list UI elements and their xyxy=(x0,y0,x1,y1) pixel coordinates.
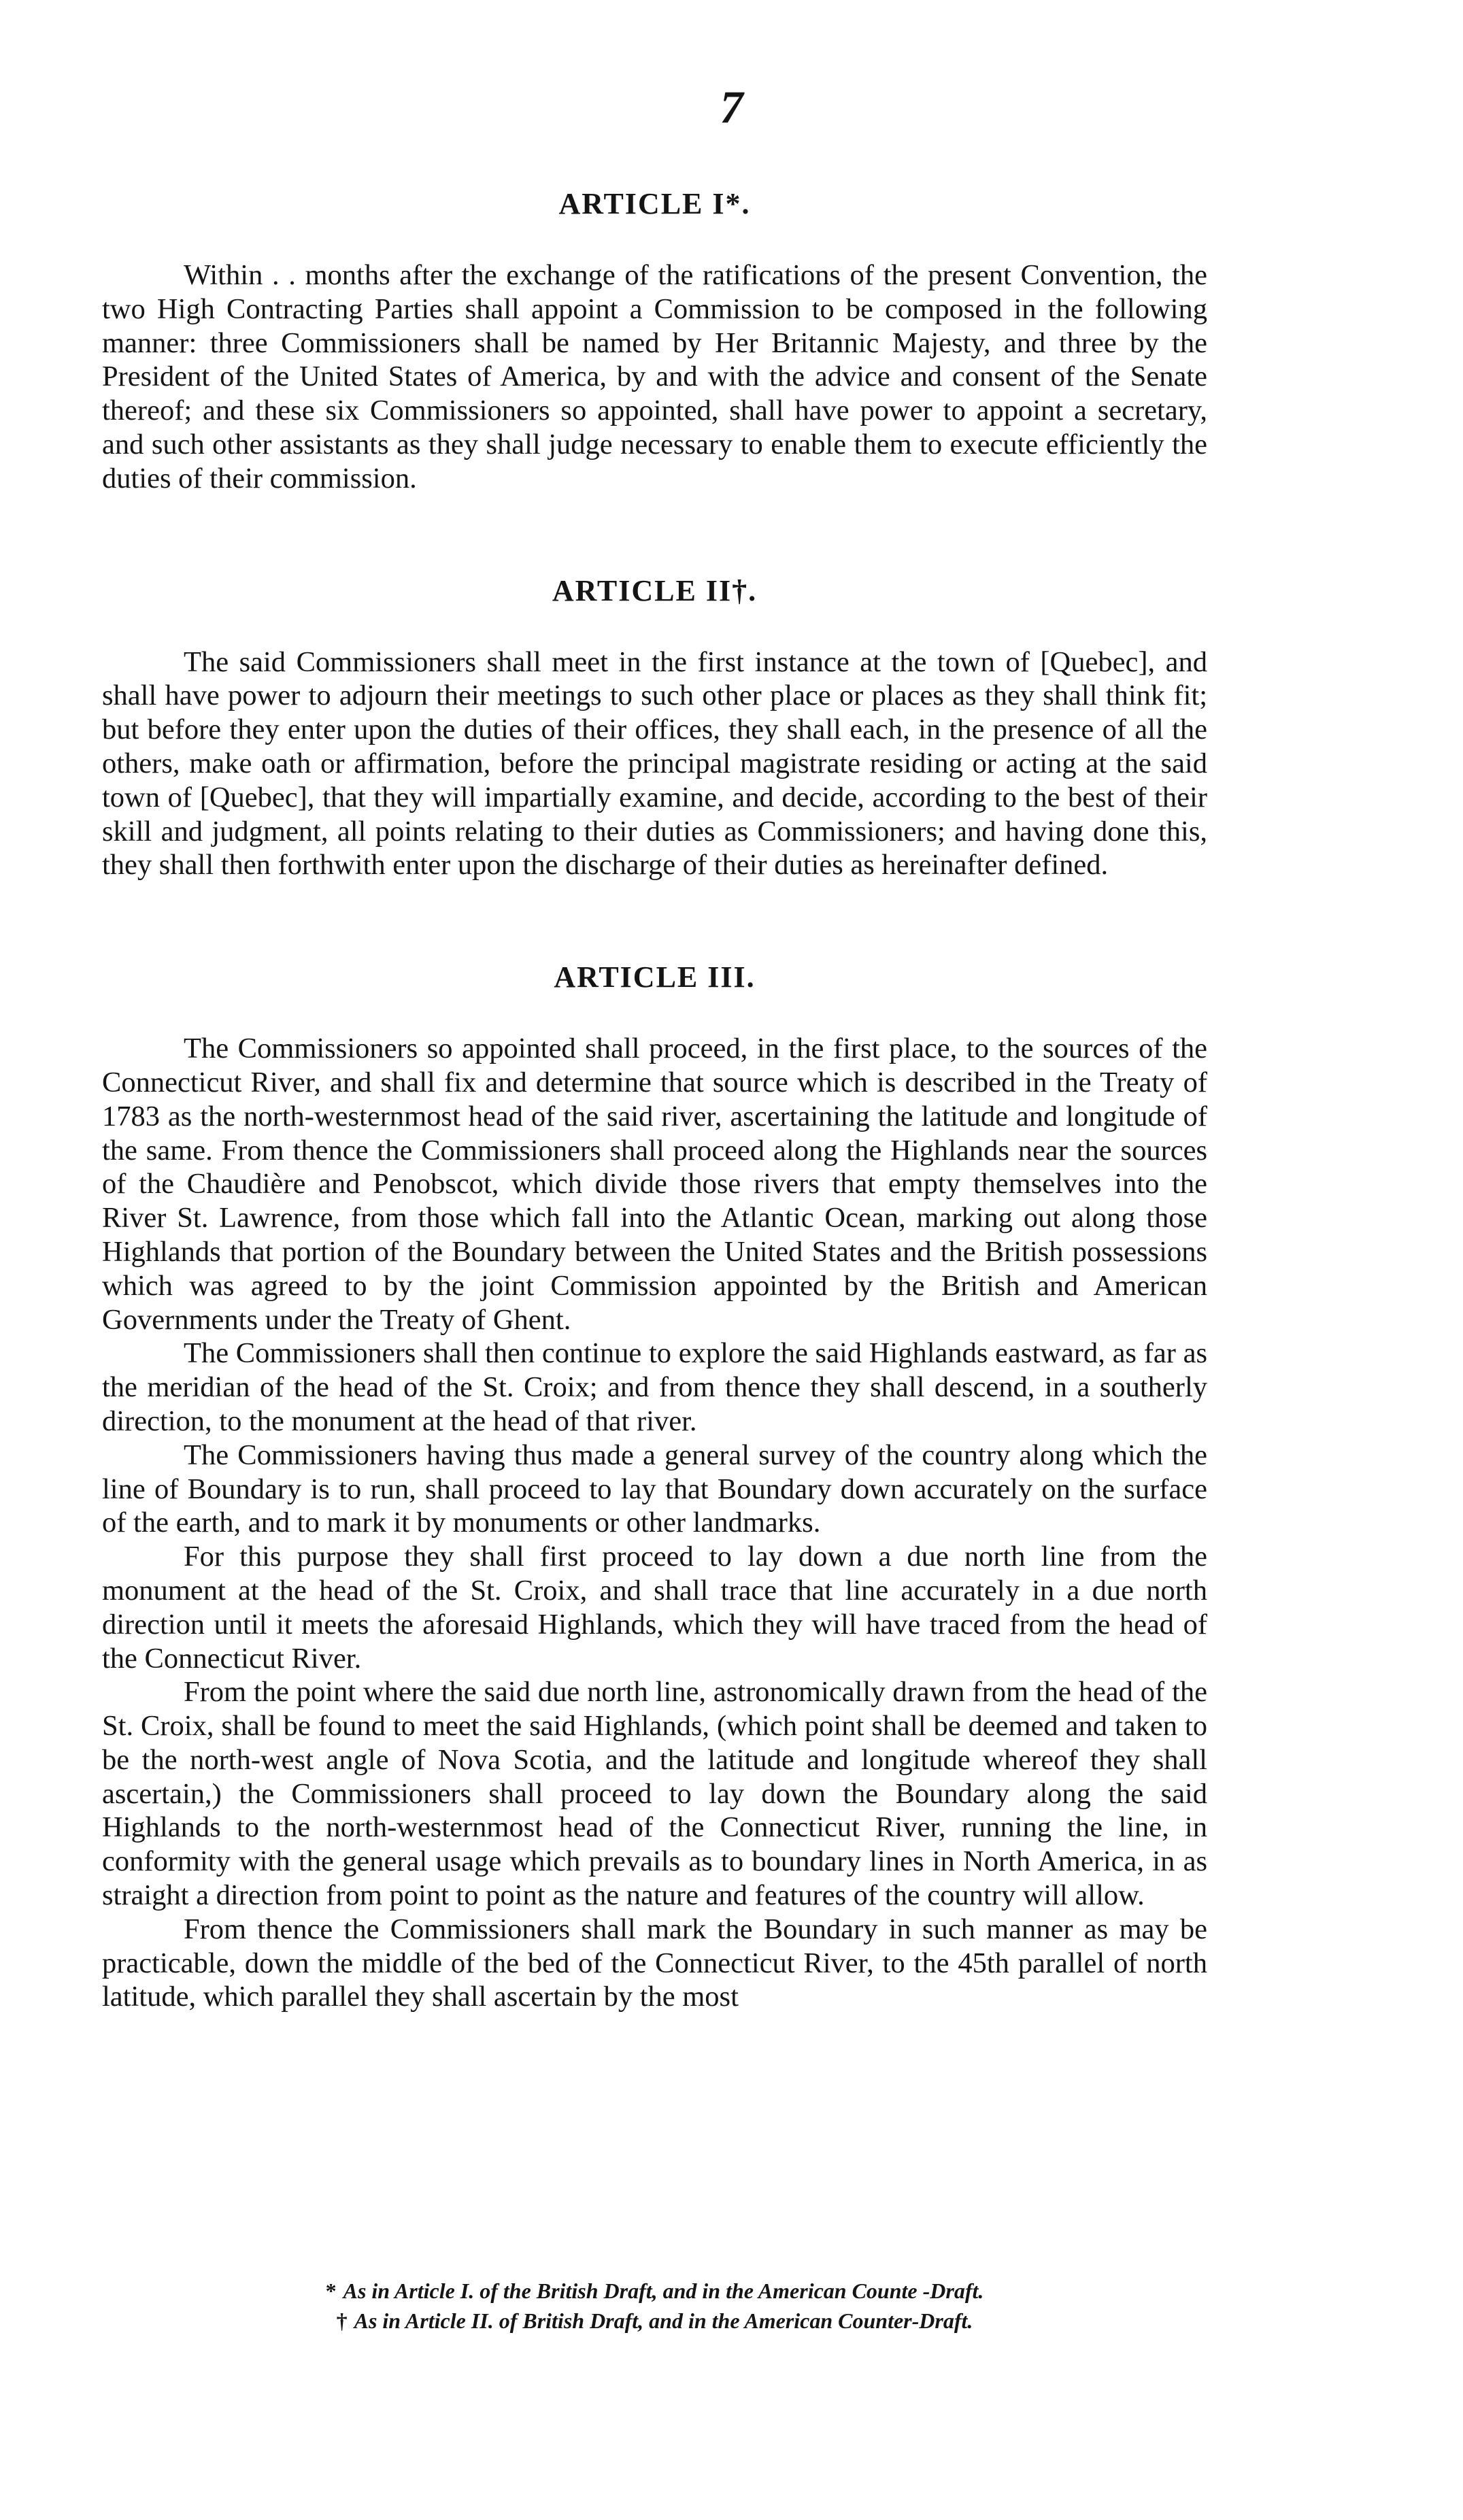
article-heading: ARTICLE I*. xyxy=(558,187,751,220)
article-paragraph: The said Commissioners shall meet in the first instance at the town of [Quebec], and shall have power to adjourn their meetings to such other place or places as they shall think fit; but before they enter upon the duties of their offices, they shall each, in the presence of all the others, make oath or affirmation, before the principal magistrate residing or acting at the said town of [Quebec], that they will impartially examine, and decide, according to the best of their skill and judgment, all points relating to their duties as Commissioners; and having done this, they shall then forthwith enter upon the discharge of their duties as hereinafter defined. xyxy=(102,645,1207,881)
article-2 xyxy=(102,571,1207,883)
article-3 xyxy=(102,957,1207,2014)
article-paragraph: Within . . months after the exchange of the ratifications of the present Convention, the two High Contracting Parties shall appoint a Commission to be composed in the following manner: three Commissioners shall be named by Her Britannic Majesty, and three by the President of the United States of America, by and with the advice and consent of the Senate thereof; and these six Commissioners so appointed, shall have power to appoint a secretary, and such other assistants as they shall judge necessary to enable them to execute efficiently the duties of their commission. xyxy=(102,259,1207,494)
footnote-2 xyxy=(102,2307,1207,2334)
article-paragraph: From the point where the said due north line, astronomically drawn from the head of the St. Croix, shall be found to meet the said Highlands, (which point shall be deemed and taken to be the north-west angle of Nova Scotia, and the latitude and longitude whereof they shall ascertain,) the Commissioners shall proceed to lay down the Boundary along the said Highlands to the north-westernmost head of the Connecticut River, running the line, in conformity with the general usage which prevails as to boundary lines in North America, in as straight a direction from point to point as the nature and features of the country will allow. xyxy=(102,1676,1207,1912)
footnote-mark: * xyxy=(325,2279,337,2303)
article-paragraph: The Commissioners having thus made a general survey of the country along which the line of Boundary is to run, shall proceed to lay that Boundary down accurately on the surface of the earth, and to mark it by monuments or other landmarks. xyxy=(102,1439,1207,1539)
footnote-mark: † xyxy=(336,2308,348,2333)
footnote-text: As in Article II. of British Draft, and in the American Counter-Draft. xyxy=(354,2308,973,2333)
article-paragraph: From thence the Commissioners shall mark the Boundary in such manner as may be practicable, down the middle of the bed of the Connecticut River, to the 45th parallel of north latitude, which parallel they shall ascertain by the most xyxy=(102,1913,1207,2013)
article-1 xyxy=(102,184,1207,496)
article-heading: ARTICLE II†. xyxy=(552,573,758,607)
article-paragraph: For this purpose they shall first proceed to lay down a due north line from the monument at the head of the St. Croix, and shall trace that line accurately in a due north direction until it meets the aforesaid Highlands, which they will have traced from the head of the Connecticut River. xyxy=(102,1541,1207,1675)
footnotes xyxy=(102,2277,1207,2337)
footnote-1 xyxy=(102,2277,1207,2304)
page-number: 7 xyxy=(720,81,743,133)
footnote-text: As in Article I. of the British Draft, and in the American Counte -Draft. xyxy=(343,2279,984,2303)
article-heading: ARTICLE III. xyxy=(554,960,756,994)
article-paragraph: The Commissioners so appointed shall proceed, in the first place, to the sources of the Connecticut River, and shall fix and determine that source which is described in the Treaty of 1783 as the north-westernmost head of the said river, ascertaining the latitude and longitude of the same. From thence the Commissioners shall proceed along the Highlands near the sources of the Chaudière and Penobscot, which divide those rivers that empty themselves into the River St. Lawrence, from those which fall into the Atlantic Ocean, marking out along those Highlands that portion of the Boundary between the United States and the British possessions which was agreed to by the joint Commission appointed by the British and American Governments under the Treaty of Ghent. xyxy=(102,1032,1207,1336)
document-body xyxy=(102,184,1207,2014)
article-paragraph: The Commissioners shall then continue to explore the said Highlands eastward, as far as the meridian of the head of the St. Croix; and from thence they shall descend, in a southerly direction, to the monument at the head of that river. xyxy=(102,1337,1207,1437)
